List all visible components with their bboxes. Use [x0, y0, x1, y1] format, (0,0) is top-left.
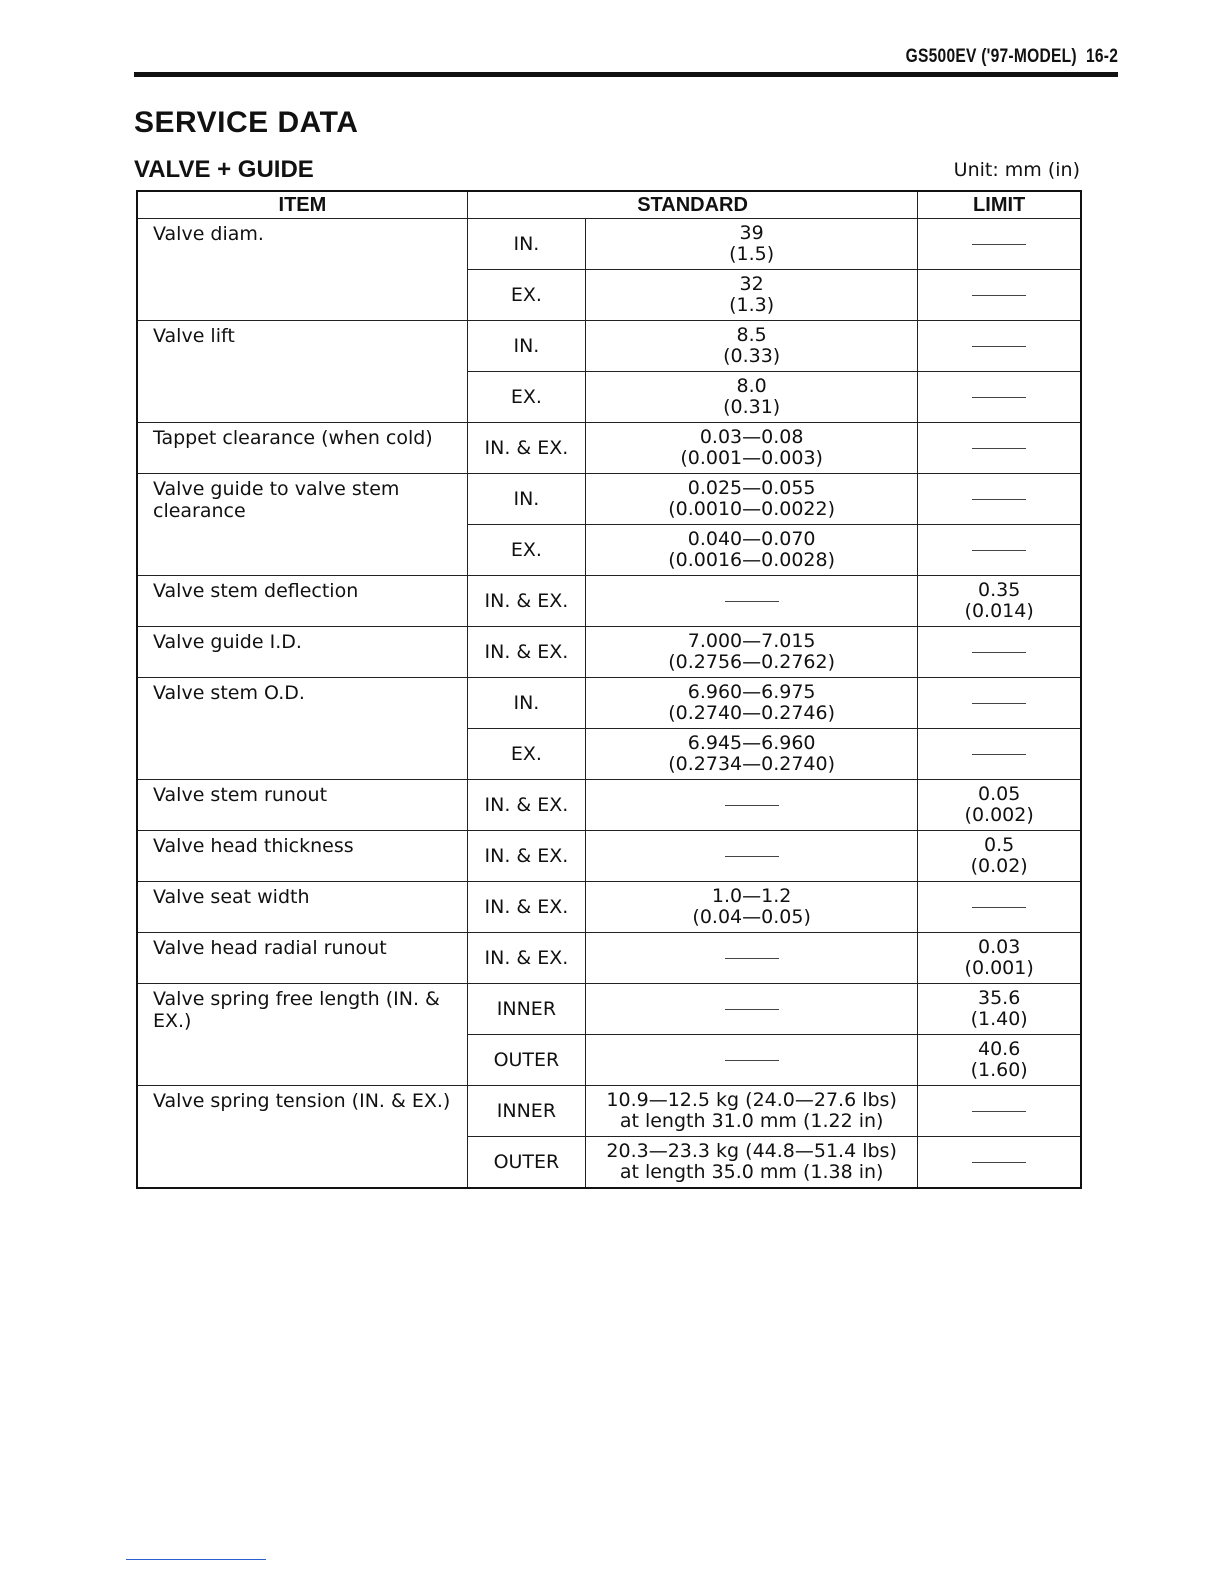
table-row [137, 627, 1081, 678]
unit-note: Unit: mm (in) [953, 159, 1080, 181]
limit-value [918, 270, 1081, 321]
standard-value-line: 7.000—7.015 [687, 630, 816, 652]
table-row [137, 984, 1081, 1035]
empty-dash [725, 805, 779, 806]
empty-dash [972, 499, 1026, 500]
limit-value-line: (0.02) [970, 855, 1028, 877]
standard-value-line: (0.04—0.05) [692, 906, 811, 928]
standard-value-line: 0.040—0.070 [687, 528, 816, 550]
standard-value-line: 10.9—12.5 kg (24.0—27.6 lbs) [606, 1089, 897, 1111]
limit-value [918, 678, 1081, 729]
empty-dash [725, 1060, 779, 1061]
empty-dash [725, 958, 779, 959]
limit-value [918, 1035, 1081, 1086]
item-variant: IN. [467, 474, 585, 525]
empty-dash [972, 907, 1026, 908]
limit-value [918, 1137, 1081, 1189]
item-name: Valve stem runout [137, 780, 467, 831]
standard-value [585, 678, 917, 729]
section-title: VALVE + GUIDE [134, 156, 314, 183]
item-name: Valve lift [137, 321, 467, 423]
item-variant: IN. & EX. [467, 933, 585, 984]
item-variant: INNER [467, 1086, 585, 1137]
standard-value [585, 1137, 917, 1189]
item-variant: IN. [467, 321, 585, 372]
item-name: Valve guide to valve stem clearance [137, 474, 467, 576]
item-variant: IN. & EX. [467, 423, 585, 474]
header-limit: LIMIT [918, 191, 1081, 219]
empty-dash [972, 703, 1026, 704]
table-row [137, 321, 1081, 372]
limit-value-line: (1.40) [970, 1008, 1028, 1030]
table-header-row [137, 191, 1081, 219]
item-name: Valve spring tension (IN. & EX.) [137, 1086, 467, 1189]
table-row [137, 474, 1081, 525]
standard-value-line: (0.0010—0.0022) [668, 498, 836, 520]
limit-value [918, 219, 1081, 270]
limit-value [918, 321, 1081, 372]
item-name: Valve head thickness [137, 831, 467, 882]
limit-value [918, 831, 1081, 882]
limit-value [918, 1086, 1081, 1137]
limit-value-line: 0.35 [978, 579, 1021, 601]
standard-value [585, 372, 917, 423]
limit-value-line: 0.05 [978, 783, 1021, 805]
item-variant: IN. & EX. [467, 780, 585, 831]
standard-value-line: 1.0—1.2 [711, 885, 792, 907]
standard-value-line: (0.2756—0.2762) [668, 651, 836, 673]
table-row [137, 423, 1081, 474]
standard-value-line: 6.960—6.975 [687, 681, 816, 703]
table-row [137, 219, 1081, 270]
empty-dash [972, 397, 1026, 398]
standard-value-line: (0.2740—0.2746) [668, 702, 836, 724]
service-data-table [136, 190, 1082, 1189]
limit-value-line: 40.6 [978, 1038, 1021, 1060]
standard-value [585, 474, 917, 525]
standard-value-line: (0.2734—0.2740) [668, 753, 836, 775]
page-title: SERVICE DATA [134, 106, 359, 139]
item-variant: OUTER [467, 1137, 585, 1189]
standard-value [585, 780, 917, 831]
table-row [137, 882, 1081, 933]
table-row [137, 831, 1081, 882]
standard-value-line: 8.5 [736, 324, 767, 346]
limit-value-line: (0.014) [964, 600, 1034, 622]
empty-dash [972, 448, 1026, 449]
item-variant: INNER [467, 984, 585, 1035]
item-variant: OUTER [467, 1035, 585, 1086]
limit-value [918, 882, 1081, 933]
item-variant: EX. [467, 372, 585, 423]
limit-value [918, 780, 1081, 831]
limit-value [918, 474, 1081, 525]
standard-value [585, 270, 917, 321]
empty-dash [972, 1111, 1026, 1112]
empty-dash [972, 550, 1026, 551]
standard-value-line: (1.3) [729, 294, 775, 316]
empty-dash [972, 346, 1026, 347]
limit-value [918, 576, 1081, 627]
empty-dash [972, 652, 1026, 653]
item-variant: EX. [467, 729, 585, 780]
running-header [906, 46, 1118, 68]
item-variant: EX. [467, 525, 585, 576]
standard-value [585, 321, 917, 372]
standard-value [585, 219, 917, 270]
standard-value [585, 423, 917, 474]
item-variant: IN. & EX. [467, 627, 585, 678]
empty-dash [725, 601, 779, 602]
standard-value-line: (0.0016—0.0028) [668, 549, 836, 571]
item-name: Valve diam. [137, 219, 467, 321]
item-name: Valve stem O.D. [137, 678, 467, 780]
limit-value-line: (0.001) [964, 957, 1034, 979]
limit-value-line: 0.03 [978, 936, 1021, 958]
item-variant: IN. [467, 678, 585, 729]
standard-value [585, 831, 917, 882]
limit-value-line: 35.6 [978, 987, 1021, 1009]
limit-value [918, 525, 1081, 576]
item-name: Valve spring free length (IN. & EX.) [137, 984, 467, 1086]
standard-value [585, 1086, 917, 1137]
item-variant: IN. [467, 219, 585, 270]
header-page-number: 16-2 [1085, 46, 1118, 67]
item-name: Tappet clearance (when cold) [137, 423, 467, 474]
table-row [137, 1086, 1081, 1137]
standard-value-line: 39 [739, 222, 764, 244]
standard-value-line: at length 35.0 mm (1.38 in) [619, 1161, 884, 1183]
standard-value [585, 882, 917, 933]
empty-dash [972, 754, 1026, 755]
standard-value-line: (0.33) [723, 345, 781, 367]
item-name: Valve seat width [137, 882, 467, 933]
item-name: Valve head radial runout [137, 933, 467, 984]
standard-value [585, 525, 917, 576]
header-rule [134, 72, 1118, 77]
empty-dash [972, 1162, 1026, 1163]
standard-value-line: 0.025—0.055 [687, 477, 816, 499]
standard-value [585, 933, 917, 984]
table-row [137, 933, 1081, 984]
empty-dash [972, 295, 1026, 296]
standard-value-line: (0.001—0.003) [680, 447, 823, 469]
table-body [137, 219, 1081, 1189]
standard-value [585, 1035, 917, 1086]
limit-value [918, 627, 1081, 678]
limit-value-line: (0.002) [964, 804, 1034, 826]
header-item: ITEM [137, 191, 467, 219]
limit-value-line: (1.60) [970, 1059, 1028, 1081]
standard-value [585, 627, 917, 678]
standard-value-line: (1.5) [729, 243, 775, 265]
standard-value-line: 20.3—23.3 kg (44.8—51.4 lbs) [606, 1140, 897, 1162]
table-row [137, 678, 1081, 729]
limit-value [918, 423, 1081, 474]
limit-value [918, 933, 1081, 984]
limit-value [918, 372, 1081, 423]
item-variant: IN. & EX. [467, 831, 585, 882]
item-variant: IN. & EX. [467, 882, 585, 933]
table-row [137, 780, 1081, 831]
limit-value-line: 0.5 [984, 834, 1015, 856]
footer-line [126, 1559, 266, 1560]
header-model: GS500EV ('97-MODEL) [905, 46, 1077, 67]
standard-value-line: (0.31) [723, 396, 781, 418]
standard-value-line: 8.0 [736, 375, 767, 397]
item-name: Valve stem deflection [137, 576, 467, 627]
empty-dash [725, 1009, 779, 1010]
empty-dash [972, 244, 1026, 245]
limit-value [918, 984, 1081, 1035]
table-row [137, 576, 1081, 627]
item-variant: EX. [467, 270, 585, 321]
header-standard: STANDARD [467, 191, 917, 219]
standard-value [585, 729, 917, 780]
standard-value [585, 984, 917, 1035]
item-name: Valve guide I.D. [137, 627, 467, 678]
standard-value-line: at length 31.0 mm (1.22 in) [619, 1110, 884, 1132]
standard-value-line: 32 [739, 273, 764, 295]
empty-dash [725, 856, 779, 857]
item-variant: IN. & EX. [467, 576, 585, 627]
limit-value [918, 729, 1081, 780]
standard-value-line: 6.945—6.960 [687, 732, 816, 754]
standard-value [585, 576, 917, 627]
standard-value-line: 0.03—0.08 [699, 426, 804, 448]
